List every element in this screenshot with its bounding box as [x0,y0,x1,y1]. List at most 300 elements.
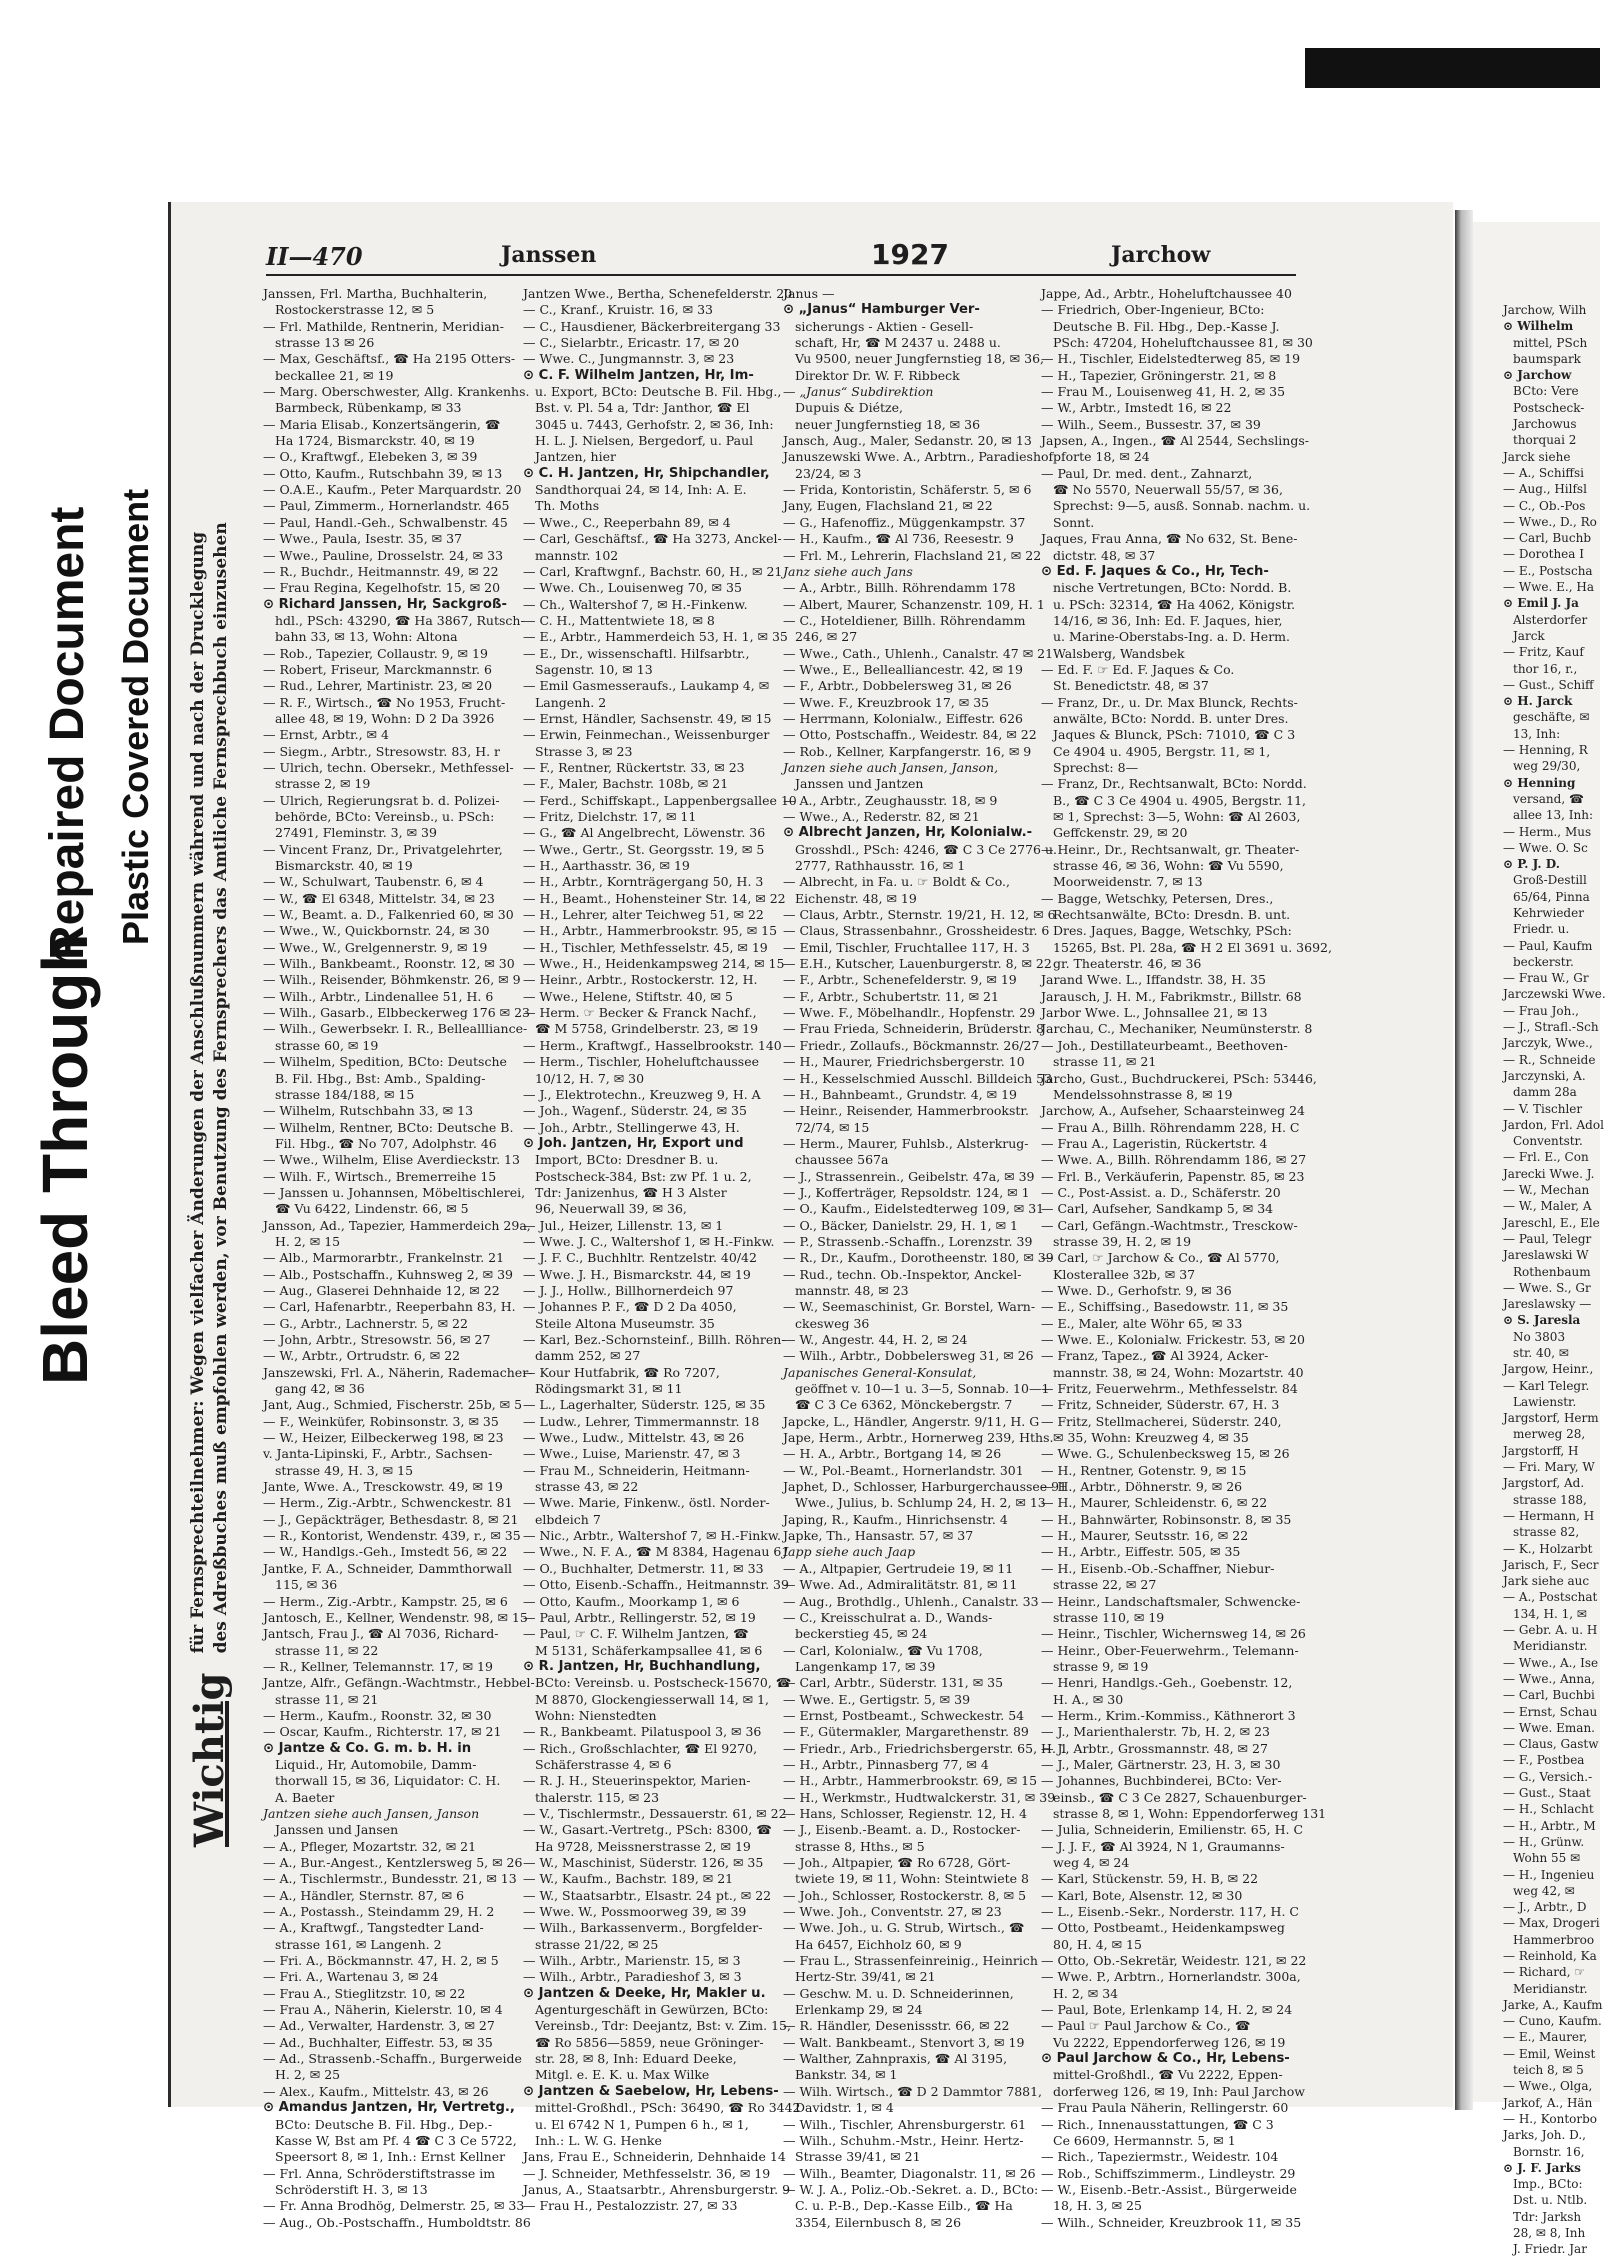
adjacent-entry-line: ⊙ J. F. Jarks [1503,2160,1581,2175]
adjacent-entry-line: Postscheck- [1513,400,1585,415]
directory-entry-line: — H., Arbtr., Döhnerstr. 9, ✉ 26 [1041,1479,1243,1495]
directory-entry-line: — A., Arbtr., Zeughausstr. 18, ✉ 9 [783,792,998,808]
directory-entry-line: — J. J., Hollw., Billhornerdeich 97 [523,1282,734,1298]
directory-entry-line: — Carl, Aufseher, Sandkamp 5, ✉ 34 [1041,1201,1274,1217]
directory-entry-line: — Wwe. Ch., Louisenweg 70, ✉ 35 [523,580,742,596]
directory-entry-line: — Alex., Kaufm., Mittelstr. 43, ✉ 26 [263,2083,489,2099]
adjacent-entry-line: — Hermann, H [1503,1508,1595,1523]
directory-entry-line: — H., Beamt., Hohensteiner Str. 14, ✉ 22 [523,890,786,906]
directory-entry-line: — W., Gasart.-Vertretg., PSch: 8300, ☎ [523,1822,772,1838]
adjacent-entry-line: Alsterdorfer [1513,612,1588,627]
adjacent-page-text [1473,222,1606,2258]
directory-entry-line: — Wwe., W., Quickbornstr. 24, ✉ 30 [263,923,490,939]
adjacent-entry-line: — H., Schlacht [1503,1802,1594,1817]
directory-entry-line: Janus, A., Staatsarbtr., Ahrensburgerstr. 9 [523,2181,791,2197]
directory-entry-line: strasse 13 ✉ 26 [275,335,375,351]
directory-entry-line: 10/12, H. 7, ✉ 30 [535,1070,645,1086]
directory-entry-line: Strasse 3, ✉ 23 [535,743,633,759]
adjacent-entry-line: — Carl, Buchbi [1503,1688,1595,1703]
directory-entry-line: H. A., ✉ 30 [1053,1691,1124,1707]
directory-entry-line: — H., Maurer, Schleidenstr. 6, ✉ 22 [1041,1495,1268,1511]
directory-entry-line: — Karl, Stückenstr. 59, H. B, ✉ 22 [1041,1871,1259,1887]
directory-entry-line: — Herm., Zig.-Arbtr., Kampstr. 25, ✉ 6 [263,1593,508,1609]
directory-entry-line: 15265, Bst. Pl. 28a, ☎ H 2 El 3691 u. 3692, [1053,939,1332,955]
directory-entry-line: — W., Kaufm., Bachstr. 189, ✉ 21 [523,1871,734,1887]
directory-entry-line: — H., Arbtr., Pinnasberg 77, ✉ 4 [783,1756,989,1772]
directory-entry-line: u. Export, BCto: Deutsche B. Fil. Hbg., [535,384,782,400]
directory-entry-line: — Frau H., Pestalozzistr. 27, ✉ 33 [523,2198,738,2214]
directory-entry-line: — Emil Gasmesseraufs., Laukamp 4, ✉ [523,678,770,694]
directory-entry-line: Jarchow, A., Aufseher, Schaarsteinweg 24 [1041,1103,1305,1119]
directory-entry-line: — Wilh., Arbtr., Marienstr. 15, ✉ 3 [523,1953,741,1969]
directory-entry-line: hdl., PSch: 43290, ☎ Ha 3867, Rutsch- [275,612,525,628]
adjacent-entry-line: Jargow, Heinr., [1503,1362,1594,1377]
directory-entry-line: Klosterallee 32b, ✉ 37 [1053,1266,1196,1282]
directory-entry-line: Japke, Th., Hansastr. 57, ✉ 37 [783,1528,974,1544]
directory-entry-line: behörde, BCto: Vereinsb., u. PSch: [275,809,495,824]
directory-entry-line: — Joh., Wagenf., Süderstr. 24, ✉ 35 [523,1103,747,1119]
directory-entry-line: — Heinr., Dr., Rechtsanwalt, gr. Theater- [1041,841,1300,857]
directory-entry-line: Japing, R., Kaufm., Hinrichsenstr. 4 [783,1511,1008,1527]
stamp-bleed-through: Bleed Through [29,933,101,1385]
directory-entry-line: — O., Buchhalter, Detmerstr. 11, ✉ 33 [523,1560,764,1576]
directory-entry-line: — E., Schiffsing., Basedowstr. 11, ✉ 35 [1041,1299,1289,1315]
directory-entry-line: — Franz, Dr., u. Dr. Max Blunck, Rechts- [1041,694,1298,710]
directory-entry-line: BCto: Deutsche B. Fil. Hbg., Dep.- [275,2116,493,2132]
directory-entry-line: ⊙ Amandus Jantzen, Hr, Vertretg., [263,2100,515,2116]
adjacent-entry-line: ⊙ Jarchow [1503,368,1572,383]
directory-entry-line: — Karl, Bez.-Schornsteinf., Billh. Röhren- [523,1332,786,1347]
directory-entry-line: — Wwe. D., Gerhofstr. 9, ✉ 36 [1041,1282,1232,1298]
directory-entry-line: Postscheck-384, Bst: zw Pf. 1 u. 2, [535,1168,752,1184]
directory-entry-line: — Joh., Arbtr., Stellingerwe 43, H. [523,1119,740,1135]
directory-entry-line: — Ernst, Postbeamt., Schweckestr. 54 [783,1707,1025,1723]
adjacent-entry-line: Jardon, Frl. Adol [1503,1117,1604,1132]
directory-entry-line: Erlenkamp 29, ✉ 24 [795,2002,923,2018]
directory-entry-line: — Emil, Tischler, Fruchtallee 117, H. 3 [783,939,1030,955]
directory-entry-line: — W., Pol.-Beamt., Hornerlandstr. 301 [783,1462,1024,1478]
directory-entry-line: — E., Maler, alte Wöhr 65, ✉ 33 [1041,1315,1243,1331]
directory-entry-line: beckallee 21, ✉ 19 [275,367,394,383]
directory-entry-line: — Albrecht, in Fa. u. ☞ Boldt & Co., [783,874,1010,890]
directory-entry-line: — Wwe. C., Jungmannstr. 3, ✉ 23 [523,351,735,367]
directory-entry-line: 246, ✉ 27 [795,629,858,645]
directory-entry-line: — H., Arbtr., Kornträgergang 50, H. 3 [523,874,764,890]
adjacent-entry-line: — Wwe., Anna, [1503,1671,1596,1686]
adjacent-entry-line: Rothenbaum [1513,1264,1591,1279]
directory-entry-line: — Fritz, Schneider, Süderstr. 67, H. 3 [1041,1397,1280,1413]
adjacent-entry-line: — Ernst, Schau [1503,1704,1598,1719]
directory-entry-line: — Wwe., Paula, Isestr. 35, ✉ 37 [263,531,463,547]
directory-entry-line: — Julia, Schneiderin, Emilienstr. 65, H. C [1041,1822,1304,1838]
directory-entry-line: mannstr. 102 [535,547,619,563]
directory-entry-line: — W., Arbtr., Ortrudstr. 6, ✉ 22 [263,1348,461,1364]
directory-entry-line: Janz siehe auch Jans [783,563,913,579]
directory-column-2 [523,286,801,2214]
directory-entry-line: — Carl, Arbtr., Süderstr. 131, ✉ 35 [783,1675,1004,1691]
adjacent-entry-line: — V. Tischler [1503,1101,1583,1116]
directory-entry-line: — Wilh., Gasarb., Elbbeckerweg 176 ✉ 23 [263,1005,530,1021]
directory-entry-line: Dres. Jaques, Bagge, Wetschky, PSch: [1053,923,1292,939]
directory-entry-line: Kasse W, Bst am Pf. 4 ☎ C 3 Ce 5722, [275,2132,517,2148]
directory-entry-line: — Otto, Postbeamt., Heidenkampsweg [1041,1920,1285,1936]
directory-entry-line: geöffnet v. 10—1 u. 3—5, Sonnab. 10—1 [795,1381,1050,1397]
directory-entry-line: — Fri. A., Böckmannstr. 47, H. 2, ✉ 5 [263,1953,499,1969]
adjacent-entry-line: Jarchow, Wilh [1503,303,1587,317]
directory-entry-line: — Wwe., Luise, Marienstr. 47, ✉ 3 [523,1446,741,1462]
adjacent-entry-line: thor 16, r., [1513,661,1578,676]
directory-entry-line: — H., Kesselschmied Ausschl. Billdeich 53 [783,1070,1053,1086]
directory-entry-line: — Aug., Brothdlg., Uhlenh., Canalstr. 33 [783,1593,1039,1609]
directory-entry-line: — H., Tapezier, Gröningerstr. 21, ✉ 8 [1041,367,1277,383]
directory-entry-line: 27491, Fleminstr. 3, ✉ 39 [275,825,437,841]
directory-entry-line: thalerstr. 115, ✉ 23 [535,1789,660,1805]
adjacent-entry-line: — Wwe. Eman. [1503,1720,1595,1735]
directory-entry-line: — Heinr., Ober-Feuerwehrm., Telemann- [1041,1642,1299,1658]
directory-entry-line: — P., Strassenb.-Schaffn., Lorenzstr. 39 [783,1233,1033,1249]
directory-entry-line: — Ernst, Arbtr., ✉ 4 [263,727,389,743]
directory-entry-line: Ha 6457, Eichholz 60, ✉ 9 [795,1936,962,1952]
directory-column-3 [783,286,1068,2230]
directory-entry-line: — Wilh., Arbtr., Lindenallee 51, H. 6 [263,988,494,1004]
directory-entry-line: — Herm., Krim.-Kommiss., Käthnerort 3 [1041,1707,1296,1723]
directory-entry-line: mannstr. 38, ✉ 24, Wohn: Mozartstr. 40 [1053,1364,1304,1380]
directory-entry-line: — Ernst, Händler, Sachsenstr. 49, ✉ 15 [523,710,772,726]
directory-entry-line: 23/24, ✉ 3 [795,465,862,481]
directory-entry-line: Jaques, Frau Anna, ☎ No 632, St. Bene- [1041,531,1298,547]
adjacent-entry-line: — Aug., Hilfsl [1503,482,1587,497]
directory-entry-line: Japp siehe auch Jaap [783,1544,916,1560]
directory-entry-line: — Wwe., H., Heidenkampsweg 214, ✉ 15 [523,956,785,972]
directory-entry-line: — J., Kofferträger, Repsoldstr. 124, ✉ 1 [783,1184,1030,1200]
adjacent-entry-line: mittel, PSch [1513,335,1588,350]
directory-entry-line: — C., Hausdiener, Bäckerbreitergang 33 [523,318,781,334]
directory-page [168,202,1453,2230]
adjacent-entry-line: Jareschl, E., Ele [1503,1215,1600,1230]
adjacent-entry-line: Dst. u. Ntlb. [1513,2193,1588,2208]
directory-entry-line: — Carl, Gefängn.-Wachtmstr., Tresckow- [1041,1217,1298,1233]
directory-entry-line: — Oscar, Kaufm., Richterstr. 17, ✉ 21 [263,1724,502,1740]
directory-entry-line: — Max, Geschäftsf., ☎ Ha 2195 Otters- [263,351,516,367]
directory-entry-line: — R., Bankbeamt. Pilatuspool 3, ✉ 36 [523,1724,762,1740]
adjacent-entry-line: — Gust., Staat [1503,1786,1591,1801]
directory-entry-line: Dupuis & Diétze, [795,400,904,416]
directory-entry-line: — R., Kellner, Telemannstr. 17, ✉ 19 [263,1658,493,1674]
directory-entry-line: allee 48, ✉ 19, Wohn: D 2 Da 3926 [275,710,495,726]
adjacent-entry-line: Jareslawski W [1503,1248,1589,1263]
adjacent-entry-line: ⊙ H. Jarck [1503,694,1573,709]
directory-entry-line: gang 42, ✉ 36 [275,1381,365,1397]
directory-entry-line: — A., Bur.-Angest., Kentzlersweg 5, ✉ 26 [263,1855,523,1870]
adjacent-entry-line: — H., Ingenieu [1503,1867,1595,1882]
directory-entry-line: — Joh., Schlosser, Rostockerstr. 8, ✉ 5 [783,1887,1027,1903]
directory-entry-line: Janszewski, Frl. A., Näherin, Rademacher- [263,1364,533,1380]
directory-entry-line: — H., Arbtr., Hammerbrookstr. 95, ✉ 15 [523,923,778,939]
directory-entry-line: Jant, Aug., Schmied, Fischerstr. 25b, ✉ 5 [263,1397,523,1413]
directory-entry-line: Rostockerstrasse 12, ✉ 5 [275,302,435,318]
adjacent-entry-line: — A., Postschat [1503,1590,1598,1605]
directory-entry-line: — Walt. Bankbeamt., Stenvort 3, ✉ 19 [783,2034,1025,2050]
directory-entry-line: Ha 1724, Bismarckstr. 40, ✉ 19 [275,433,475,449]
directory-entry-line: sicherungs - Aktien - Gesell- [795,318,974,334]
directory-entry-line: — R., Kontorist, Wendenstr. 439, r., ✉ 35 [263,1528,521,1544]
directory-entry-line: — H., Arbtr., Hammerbrookstr. 69, ✉ 15 [783,1773,1038,1789]
directory-entry-line: — Wilh., Bankbeamt., Roonstr. 12, ✉ 30 [263,956,515,972]
directory-entry-line: — Wwe., E., Bellealliancestr. 42, ✉ 19 [783,661,1023,677]
directory-entry-line: — Wwe. J. C., Waltershof 1, ✉ H.-Finkw. [523,1233,775,1249]
directory-entry-line: pforte 18, ✉ 24 [1053,449,1150,465]
adjacent-entry-line: — J., Arbtr., D [1503,1900,1587,1915]
adjacent-entry-line: — A., Schiffsi [1503,465,1584,480]
directory-entry-line: ⊙ Joh. Jantzen, Hr, Export und [523,1135,744,1151]
directory-entry-line: u. PSch: 32314, ☎ Ha 4062, Königstr. [1053,596,1296,612]
directory-entry-line: — Paul, Handl.-Geh., Schwalbenstr. 45 [263,514,508,530]
directory-entry-line: Bismarckstr. 40, ✉ 19 [275,858,413,874]
directory-entry-line: — H., Maurer, Friedrichsbergerstr. 10 [783,1054,1025,1070]
directory-entry-line: — Wwe., N. F. A., ☎ M 8384, Hagenau 61 [523,1544,790,1560]
directory-entry-line: Vu 2222, Eppendorferweg 126, ✉ 19 [1053,2034,1286,2050]
directory-entry-line: — W., Staatsarbtr., Elsastr. 24 pt., ✉ 22 [523,1887,772,1903]
directory-entry-line: — Frl. B., Verkäuferin, Papenstr. 85, ✉ 23 [1041,1168,1305,1184]
directory-entry-line: — Friedr., Zollaufs., Böckmannstr. 26/27 [783,1037,1040,1053]
adjacent-entry-line: — Fritz, Kauf [1503,645,1584,660]
directory-entry-line: Langenkamp 17, ✉ 39 [795,1658,936,1674]
directory-entry-line: Steile Altona Museumstr. 35 [535,1315,715,1331]
directory-entry-line: twiete 19, ✉ 11, Wohn: Steintwiete 8 [795,1871,1029,1887]
directory-entry-line: Tdr: Janizenhus, ☎ H 3 Alster [535,1184,727,1200]
directory-entry-line: 115, ✉ 36 [275,1577,338,1593]
directory-entry-line: — Janssen u. Johannsen, Möbeltischlerei, [263,1184,526,1200]
directory-entry-line: Jans, Frau E., Schneiderin, Dehnhaide 14 [523,2149,786,2165]
directory-entry-line: — „Janus“ Subdirektion [783,384,934,400]
directory-entry-line: — Joh., Destillateurbeamt., Beethoven- [1041,1037,1288,1053]
directory-entry-line: Jarchau, C., Mechaniker, Neumünsterstr. 8 [1041,1021,1313,1037]
directory-entry-line: ☎ No 5570, Neuerwall 55/57, ✉ 36, [1053,482,1283,498]
adjacent-entry-line: — Wwe. O. Sc [1503,840,1588,855]
adjacent-entry-line: — Herm., Mus [1503,824,1592,839]
adjacent-entry-line: — F., Postbea [1503,1753,1585,1768]
directory-entry-line: — E.H., Kutscher, Lauenburgerstr. 8, ✉ 22 [783,956,1052,972]
directory-entry-line: — J., Elektrotechn., Kreuzweg 9, H. A [523,1086,761,1102]
directory-entry-line: — W., ☎ El 6348, Mittelstr. 34, ✉ 23 [263,890,495,906]
directory-entry-line: bahn 33, ✉ 13, Wohn: Altona [275,629,458,645]
directory-entry-line: 3354, Eilernbusch 8, ✉ 26 [795,2214,962,2230]
directory-entry-line: — Herm., Zig.-Arbtr., Schwenckestr. 81 [263,1495,513,1511]
directory-entry-line: — W., Schulwart, Taubenstr. 6, ✉ 4 [263,874,484,890]
directory-entry-line: — F., Weinküfer, Robinsonstr. 3, ✉ 35 [263,1413,499,1429]
adjacent-entry-line: Hammerbroo [1513,1932,1595,1947]
adjacent-entry-line: Jargstorff, H [1503,1443,1579,1458]
adjacent-entry-line: — Frau Joh., [1503,1003,1579,1018]
directory-entry-line: Janzen siehe auch Jansen, Janson, [783,759,999,775]
directory-entry-line: Grosshdl., PSch: 4246, ☎ C 3 Ce 2776 u. [795,841,1058,857]
directory-entry-line: — Otto, Ob.-Sekretär, Weidestr. 121, ✉ 22 [1041,1953,1307,1969]
directory-entry-line: — Paul, Arbtr., Rellingerstr. 52, ✉ 19 [523,1609,756,1625]
directory-entry-line: — Ch., Waltershof 7, ✉ H.-Finkenw. [523,596,748,612]
directory-entry-line: — Marg. Oberschwester, Allg. Krankenhs. [263,384,530,400]
adjacent-entry-line: — Wwe., D., Ro [1503,514,1597,529]
directory-entry-line: — Otto, Eisenb.-Schaffn., Heitmannstr. 39 [523,1577,789,1593]
directory-entry-line: — Wwe. F., Möbelhandlr., Hopfenstr. 29 [783,1005,1036,1021]
directory-entry-line: — Paul, Zimmerm., Hornerlandstr. 465 [263,498,510,514]
directory-entry-line: PSch: 47204, Hoheluftchaussee 81, ✉ 30 [1053,335,1313,351]
directory-entry-line: — Frl. Anna, Schröderstiftstrasse im [263,2165,496,2181]
directory-entry-line: Liquid., Hr, Automobile, Damm- [275,1756,477,1772]
directory-entry-line: — Wwe. F., Kreuzbrook 17, ✉ 35 [783,694,990,710]
directory-entry-line: B., ☎ C 3 Ce 4904 u. 4905, Bergstr. 11, [1053,792,1307,808]
directory-entry-line: Agenturgeschäft in Gewürzen, BCto: [535,2002,769,2018]
directory-entry-line: Hertz-Str. 39/41, ✉ 21 [795,1969,936,1985]
directory-entry-line: — Hans, Schlosser, Regienstr. 12, H. 4 [783,1805,1028,1821]
directory-entry-line: — O., Bäcker, Danielstr. 29, H. 1, ✉ 1 [783,1217,1018,1233]
directory-entry-line: — R. J. H., Steuerinspektor, Marien- [523,1773,751,1789]
adjacent-entry-line: teich 8, ✉ 5 [1513,2063,1584,2078]
directory-entry-line: str. 28, ✉ 8, Inh: Eduard Deeke, [535,2051,737,2067]
directory-entry-line: — W., Angestr. 44, H. 2, ✉ 24 [783,1332,968,1347]
adjacent-entry-line: — Wwe. E., Ha [1503,580,1594,595]
directory-entry-line: Jantzen, hier [535,449,616,465]
directory-entry-line: Jantzen siehe auch Jansen, Janson [263,1805,480,1821]
directory-entry-line: Mitgl. e. E. K. u. Max Wilke [535,2067,710,2083]
directory-entry-line: Barmbeck, Rübenkamp, ✉ 33 [275,400,462,416]
directory-entry-line: nische Vertretungen, BCto: Nordd. B. [1053,580,1292,596]
adjacent-entry-line: Jarke, A., Kaufm [1503,1997,1603,2012]
directory-entry-line: — Kour Hutfabrik, ☎ Ro 7207, [523,1364,720,1380]
directory-entry-line: H. 2, ✉ 25 [275,2067,341,2083]
directory-entry-line: ⊙ Paul Jarchow & Co., Hr, Lebens- [1041,2051,1290,2067]
directory-entry-line: Rechtsanwälte, BCto: Dresdn. B. unt. [1053,907,1291,923]
adjacent-entry-line: Jarks, Joh. D., [1503,2128,1586,2143]
directory-entry-line: — Rich., Großschlachter, ☎ El 9270, [523,1740,758,1756]
directory-entry-line: — Frau M., Schneiderin, Heitmann- [523,1462,750,1478]
directory-entry-line: — Erwin, Feinmechan., Weissenburger [523,727,770,743]
directory-entry-line: — Wwe. Marie, Finkenw., östl. Norder- [523,1495,770,1511]
directory-entry-line: — R., Buchdr., Heitmannstr. 49, ✉ 22 [263,563,499,579]
directory-column-1 [263,286,535,2230]
adjacent-entry-line: ⊙ Henning [1503,775,1576,790]
adjacent-entry-line: — Karl Telegr. [1503,1378,1590,1393]
directory-entry-line: einsb., ☎ C 3 Ce 2827, Schauenburger- [1053,1789,1307,1805]
directory-entry-line: — Herrmann, Kolonialw., Eiffestr. 626 [783,710,1024,726]
directory-entry-line: Janssen, Frl. Martha, Buchhalterin, [263,286,488,301]
directory-entry-line: — H., Bahnwärter, Robinsonstr. 8, ✉ 35 [1041,1511,1292,1527]
directory-entry-line: Jansch, Aug., Maler, Sedanstr. 20, ✉ 13 [783,433,1032,449]
directory-entry-line: — H., Eisenb.-Ob.-Schaffner, Niebur- [1041,1560,1275,1576]
directory-entry-line: — Wwe. Joh., Conventstr. 27, ✉ 23 [783,1904,1002,1920]
adjacent-entry-line: Jarecki Wwe. J. [1503,1166,1595,1181]
directory-entry-line: ☎ M 5758, Grindelberstr. 23, ✉ 19 [535,1021,759,1037]
directory-entry-line: — Wwe., W., Grelgennerstr. 9, ✉ 19 [263,939,488,955]
directory-entry-line: — Wwe., A., Rederstr. 82, ✉ 21 [783,809,980,824]
directory-entry-line: — W. J. A., Poliz.-Ob.-Sekret. a. D., BCto: [783,2181,1039,2197]
directory-entry-line: — Carl, Kolonialw., ☎ Vu 1708, [783,1642,983,1658]
directory-entry-line: — G., Arbtr., Lachnerstr. 5, ✉ 22 [263,1315,468,1331]
directory-entry-line: — A., Tischlermstr., Bundesstr. 21, ✉ 13 [263,1871,517,1887]
directory-entry-line: — Friedrich, Ober-Ingenieur, BCto: [1041,302,1265,318]
adjacent-entry-line: versand, ☎ [1513,791,1584,806]
directory-entry-line: 3045 u. 7443, Gerhofstr. 2, ✉ 36, Inh: [535,416,774,432]
directory-entry-line: — Siegm., Arbtr., Stresowstr. 83, H. r [263,743,501,759]
directory-entry-line: — C., Post-Assist. a. D., Schäferstr. 20 [1041,1184,1281,1200]
directory-entry-line: Jappe, Ad., Arbtr., Hoheluftchaussee 40 [1041,286,1292,301]
adjacent-entry-line: Jarck [1513,628,1545,643]
adjacent-entry-line: — Wwe. S., Gr [1503,1280,1591,1295]
directory-entry-line: Sprechst: 8— [1053,759,1139,775]
directory-entry-line: strasse 9, ✉ 19 [1053,1658,1149,1674]
adjacent-entry-line: 134, H. 1, ✉ [1513,1606,1587,1621]
directory-entry-line: — Wwe., Cath., Uhlenh., Canalstr. 47 ✉ 21 [783,645,1054,661]
directory-entry-line: — Aug., Ob.-Postschaffn., Humboldtstr. 86 [263,2214,531,2230]
directory-entry-line: — Frida, Kontoristin, Schäferstr. 5, ✉ 6 [783,482,1032,498]
adjacent-entry-line: Groß-Destill [1513,873,1587,888]
directory-entry-line: — W., Heizer, Eilbeckerweg 198, ✉ 23 [263,1430,504,1446]
directory-entry-line: M 5131, Schäferkampsallee 41, ✉ 6 [535,1642,763,1658]
directory-entry-line: Import, BCto: Dresdner B. u. [535,1152,719,1168]
directory-entry-line: Wohn: Nienstedten [535,1707,657,1723]
directory-entry-line: strasse 43, ✉ 22 [535,1479,639,1495]
directory-entry-line: strasse 22, ✉ 27 [1053,1577,1157,1593]
adjacent-entry-line: Jarck siehe [1503,449,1571,464]
adjacent-entry-line: thorquai 2 [1513,433,1577,448]
directory-entry-line: — W., Beamt. a. D., Falkenried 60, ✉ 30 [263,907,514,923]
directory-entry-line: Jarausch, J. H. M., Fabrikmstr., Billstr. 68 [1041,988,1302,1004]
adjacent-entry-line: — Gebr. A. u. H [1503,1623,1598,1638]
directory-entry-line: — Heinr., Landschaftsmaler, Schwencke- [1041,1593,1301,1609]
directory-entry-line: — Wilh., Arbtr., Dobbelersweg 31, ✉ 26 [783,1348,1034,1364]
adjacent-entry-line: — H., Kontorbo [1503,2111,1598,2126]
directory-entry-line: — W., Seemaschinist, Gr. Borstel, Warn- [783,1299,1036,1315]
adjacent-entry-line: — Reinhold, Ka [1503,1948,1597,1963]
directory-entry-line: — Ad., Verwalter, Hardenstr. 3, ✉ 27 [263,2018,495,2034]
directory-entry-line: — Friedr., Arb., Friedrichsbergerstr. 65, H. 1 [783,1740,1068,1756]
adjacent-entry-line: — Max, Drogeri [1503,1916,1600,1931]
directory-entry-line: — H., Lehrer, alter Teichweg 51, ✉ 22 [523,907,764,923]
adjacent-entry-line: Lawienstr. [1513,1394,1577,1409]
directory-entry-line: — Herm. ☞ Becker & Franck Nachf., [523,1005,757,1021]
adjacent-entry-line: — Emil, Weinst [1503,2046,1596,2061]
adjacent-entry-line: Jarczyk, Wwe., [1503,1036,1593,1051]
directory-entry-line: — Aug., Glaserei Dehnhaide 12, ✉ 22 [263,1282,500,1298]
page-number: II—470 [266,242,363,271]
directory-entry-line: — Otto, Kaufm., Rutschbahn 39, ✉ 13 [263,465,503,481]
directory-entry-line: — F., Maler, Bachstr. 108b, ✉ 21 [523,776,729,792]
stamp-plastic-covered: Plastic Covered Document [115,488,156,945]
directory-entry-line: — F., Arbtr., Dobbelersweg 31, ✉ 26 [783,678,1012,694]
directory-entry-line: strasse 11, ✉ 21 [1053,1054,1157,1070]
directory-entry-line: — F., Arbtr., Schubertstr. 11, ✉ 21 [783,988,999,1004]
adjacent-entry-line: — Wwe., A., Ise [1503,1655,1599,1670]
directory-entry-line: — Paul ☞ Paul Jarchow & Co., ☎ [1041,2018,1251,2034]
directory-entry-line: — Frau A., Stieglitzstr. 10, ✉ 22 [263,1985,466,2001]
directory-entry-line: damm 252, ✉ 27 [535,1348,641,1364]
directory-entry-line: Jantze, Alfr., Gefängn.-Wachtmstr., Hebbel- [263,1675,535,1691]
adjacent-entry-line: — Paul, Kaufm [1503,938,1593,953]
directory-entry-line: — Alb., Marmorarbtr., Frankelnstr. 21 [263,1250,505,1266]
adjacent-entry-line: ⊙ Emil J. Ja [1503,596,1579,611]
directory-entry-line: Jantke, F. A., Schneider, Dammthorwall [263,1560,512,1576]
directory-entry-line: — Wwe. Ad., Admiralitätstr. 81, ✉ 11 [783,1577,1018,1593]
directory-entry-line: Bankstr. 34, ✉ 1 [795,2067,898,2083]
directory-entry-line: ☎ C 3 Ce 6362, Mönckebergstr. 7 [795,1397,1013,1413]
directory-entry-line: Direktor Dr. W. F. Ribbeck [795,367,960,383]
directory-entry-line: — H., Kaufm., ☎ Al 736, Reesestr. 9 [783,531,1014,547]
notice-title: Wichtig [186,1672,233,1847]
directory-entry-line: Vu 9500, neuer Jungfernstieg 18, ✉ 36, [795,351,1045,367]
directory-entry-line: — Karl, Bote, Alsenstr. 12, ✉ 30 [1041,1887,1243,1903]
directory-entry-line: BCto: Vereinsb. u. Postscheck-15670, ☎ [535,1675,792,1691]
adjacent-entry-line: Meridianstr. [1513,1639,1588,1654]
directory-entry-line: 18, H. 3, ✉ 25 [1053,2198,1142,2214]
